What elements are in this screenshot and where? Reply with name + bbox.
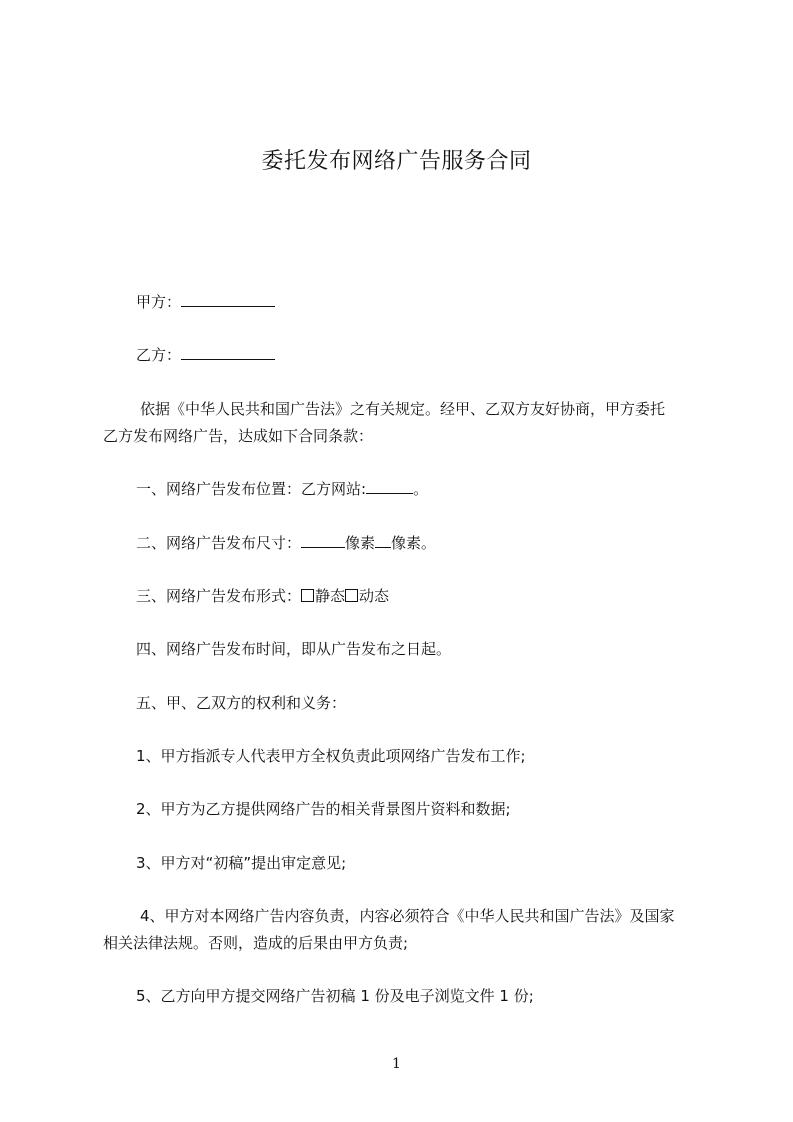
item-1: 1、甲方指派专人代表甲方全权负责此项网络广告发布工作; (136, 747, 526, 765)
static-checkbox[interactable] (301, 589, 314, 602)
clause-1-text: 一、网络广告发布位置：乙方网站: (136, 480, 367, 498)
clause-3 (136, 586, 389, 606)
item-4-line-1: 4、甲方对本网络广告内容负责，内容必须符合《中华人民共和国广告法》及国家 (140, 907, 675, 925)
party-b-label: 乙方： (136, 346, 182, 364)
website-blank[interactable] (366, 493, 413, 494)
item-3: 3、甲方对“初稿”提出审定意见; (136, 854, 347, 872)
clause-2-end: 像素。 (391, 534, 437, 552)
item-2: 2、甲方为乙方提供网络广告的相关背景图片资料和数据; (136, 800, 511, 818)
clause-1 (136, 479, 428, 499)
page-number: 1 (392, 1056, 401, 1072)
document-title: 委托发布网络广告服务合同 (261, 149, 532, 174)
party-a-label: 甲方： (136, 293, 182, 311)
clause-4: 四、网络广告发布时间，即从广告发布之日起。 (136, 640, 452, 658)
clause-2-mid: 像素 (345, 534, 376, 552)
width-blank[interactable] (301, 547, 345, 548)
clause-3-text: 三、网络广告发布形式： (136, 587, 302, 605)
intro-line-2: 乙方发布网络广告，达成如下合同条款： (103, 427, 374, 445)
dynamic-option-label: 动态 (359, 587, 390, 605)
static-option-label: 静态 (315, 587, 346, 605)
clause-2 (136, 533, 436, 553)
party-b-line (136, 345, 275, 365)
intro-line-1: 依据《中华人民共和国广告法》之有关规定。经甲、乙双方友好协商，甲方委托 (140, 400, 666, 418)
dynamic-checkbox[interactable] (345, 589, 358, 602)
item-4-line-2: 相关法律法规。否则，造成的后果由甲方负责; (103, 934, 409, 952)
party-b-blank[interactable] (181, 359, 275, 360)
item-5: 5、乙方向甲方提交网络广告初稿 1 份及电子浏览文件 1 份; (136, 987, 534, 1005)
clause-1-end: 。 (413, 480, 429, 498)
height-blank[interactable] (375, 547, 391, 548)
party-a-line (136, 292, 275, 312)
clause-5: 五、甲、乙双方的权利和义务： (136, 694, 347, 712)
clause-2-text: 二、网络广告发布尺寸： (136, 534, 302, 552)
party-a-blank[interactable] (181, 306, 275, 307)
